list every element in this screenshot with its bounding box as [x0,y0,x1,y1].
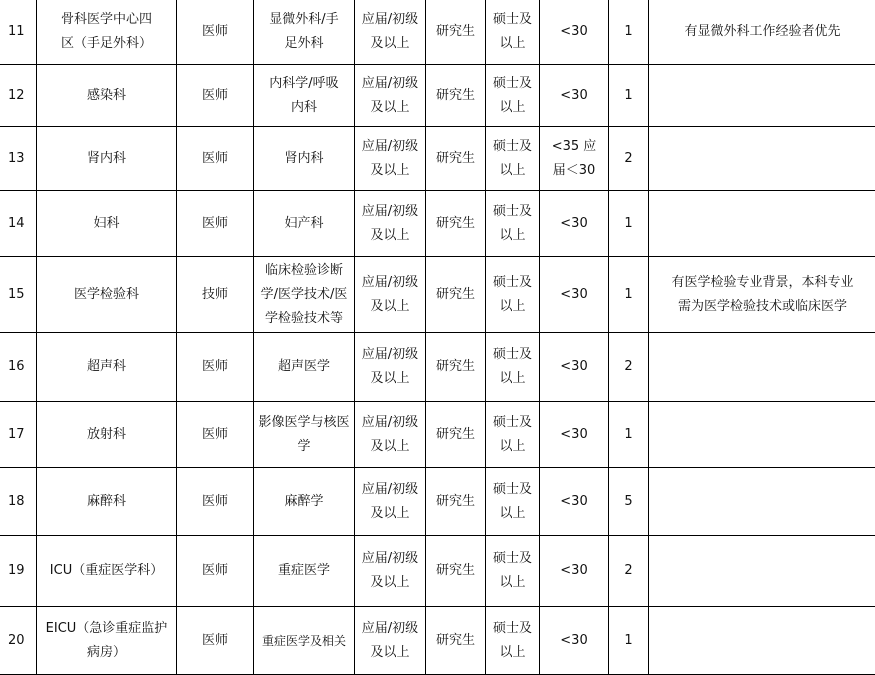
headcount: 2 [609,536,649,607]
qualification-level: 应届/初级及以上 [355,0,426,65]
degree: 硕士及以上 [486,0,540,65]
education: 研究生 [426,333,486,402]
table-row [0,333,875,402]
position-title: 医师 [177,65,254,127]
major: 内科学/呼吸内科 [254,65,355,127]
row-number: 17 [0,402,37,468]
qualification-level: 应届/初级及以上 [355,607,426,675]
remarks [649,191,875,257]
education: 研究生 [426,257,486,333]
degree: 硕士及以上 [486,257,540,333]
age-limit: <30 [540,468,609,536]
department: 医学检验科 [37,257,177,333]
major: 显微外科/手足外科 [254,0,355,65]
department: ICU（重症医学科） [37,536,177,607]
table-row [0,191,875,257]
degree: 硕士及以上 [486,191,540,257]
position-title: 医师 [177,333,254,402]
row-number: 18 [0,468,37,536]
degree: 硕士及以上 [486,468,540,536]
remarks: 有显微外科工作经验者优先 [649,0,875,65]
major: 妇产科 [254,191,355,257]
major: 影像医学与核医学 [254,402,355,468]
remarks [649,127,875,191]
headcount: 5 [609,468,649,536]
table-row [0,0,875,65]
table-row [0,65,875,127]
age-limit: <30 [540,333,609,402]
department: 肾内科 [37,127,177,191]
education: 研究生 [426,0,486,65]
degree: 硕士及以上 [486,333,540,402]
position-title: 医师 [177,402,254,468]
remarks [649,333,875,402]
position-title: 医师 [177,536,254,607]
age-limit: <30 [540,607,609,675]
table-row [0,127,875,191]
remarks [649,402,875,468]
education: 研究生 [426,65,486,127]
major: 重症医学及相关 [254,607,355,675]
qualification-level: 应届/初级及以上 [355,333,426,402]
remarks [649,468,875,536]
position-title: 医师 [177,607,254,675]
age-limit: <35 应届＜30 [540,127,609,191]
age-limit: <30 [540,402,609,468]
position-title: 医师 [177,127,254,191]
education: 研究生 [426,127,486,191]
row-number: 13 [0,127,37,191]
department: 麻醉科 [37,468,177,536]
headcount: 1 [609,607,649,675]
row-number: 16 [0,333,37,402]
remarks: 有医学检验专业背景，本科专业需为医学检验技术或临床医学 [649,257,875,333]
table-row [0,402,875,468]
row-number: 12 [0,65,37,127]
education: 研究生 [426,191,486,257]
row-number: 19 [0,536,37,607]
headcount: 1 [609,0,649,65]
position-title: 医师 [177,191,254,257]
qualification-level: 应届/初级及以上 [355,127,426,191]
qualification-level: 应届/初级及以上 [355,402,426,468]
qualification-level: 应届/初级及以上 [355,468,426,536]
major: 肾内科 [254,127,355,191]
degree: 硕士及以上 [486,402,540,468]
table-row [0,536,875,607]
education: 研究生 [426,402,486,468]
age-limit: <30 [540,65,609,127]
qualification-level: 应届/初级及以上 [355,191,426,257]
education: 研究生 [426,536,486,607]
degree: 硕士及以上 [486,65,540,127]
row-number: 20 [0,607,37,675]
table-row [0,468,875,536]
qualification-level: 应届/初级及以上 [355,65,426,127]
major: 重症医学 [254,536,355,607]
qualification-level: 应届/初级及以上 [355,257,426,333]
department: 放射科 [37,402,177,468]
qualification-level: 应届/初级及以上 [355,536,426,607]
major: 麻醉学 [254,468,355,536]
degree: 硕士及以上 [486,536,540,607]
age-limit: <30 [540,536,609,607]
remarks [649,65,875,127]
headcount: 1 [609,257,649,333]
degree: 硕士及以上 [486,607,540,675]
age-limit: <30 [540,257,609,333]
table-row [0,607,875,675]
age-limit: <30 [540,0,609,65]
remarks [649,536,875,607]
major: 超声医学 [254,333,355,402]
major: 临床检验诊断学/医学技术/医学检验技术等 [254,257,355,333]
position-title: 医师 [177,468,254,536]
headcount: 1 [609,191,649,257]
department: 骨科医学中心四区（手足外科） [37,0,177,65]
row-number: 15 [0,257,37,333]
education: 研究生 [426,607,486,675]
headcount: 2 [609,127,649,191]
table-row [0,257,875,333]
headcount: 1 [609,402,649,468]
headcount: 1 [609,65,649,127]
position-title: 医师 [177,0,254,65]
row-number: 14 [0,191,37,257]
department: 感染科 [37,65,177,127]
degree: 硕士及以上 [486,127,540,191]
department: 妇科 [37,191,177,257]
headcount: 2 [609,333,649,402]
department: 超声科 [37,333,177,402]
department: EICU（急诊重症监护病房） [37,607,177,675]
position-title: 技师 [177,257,254,333]
row-number: 11 [0,0,37,65]
education: 研究生 [426,468,486,536]
age-limit: <30 [540,191,609,257]
remarks [649,607,875,675]
